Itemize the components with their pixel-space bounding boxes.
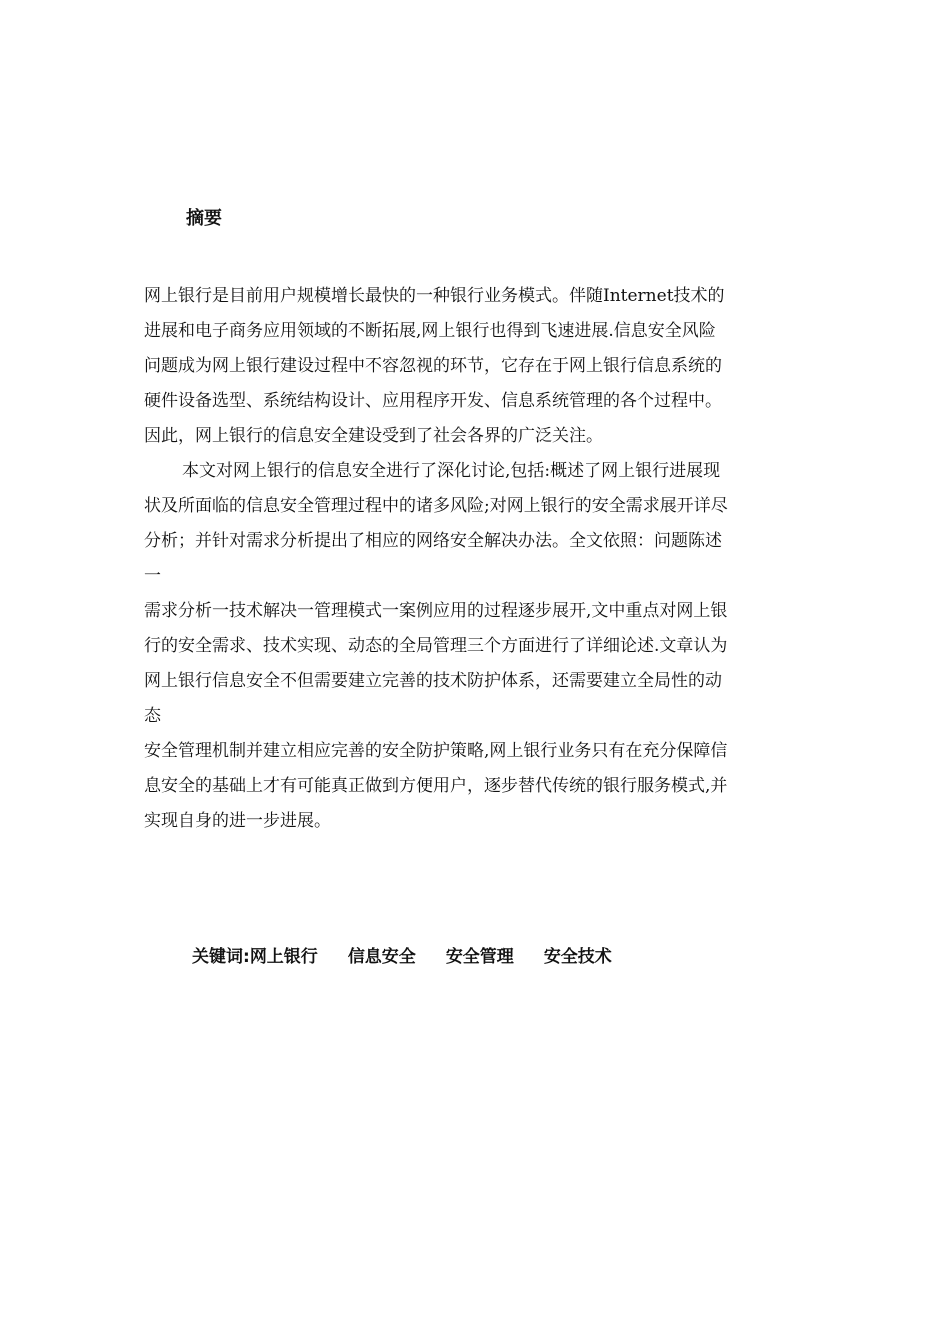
text-line: 安全管理机制并建立相应完善的安全防护策略,网上银行业务只有在充分保障信 (144, 741, 728, 761)
abstract-paragraph-2 (144, 454, 814, 839)
keyword-item: 安全技术 (543, 947, 612, 967)
text-line: 行的安全需求、技术实现、动态的全局管理三个方面进行了详细论述.文章认为 (144, 636, 728, 656)
text-line: 一 (144, 566, 161, 586)
text-line: 实现自身的进一步进展。 (144, 811, 331, 831)
abstract-paragraph-1 (144, 279, 814, 454)
text-line: 进展和电子商务应用领域的不断拓展,网上银行也得到飞速进展.信息安全风险 (144, 321, 716, 341)
text-line: 息安全的基础上才有可能真正做到方便用户，逐步替代传统的银行服务模式,并 (144, 776, 728, 796)
text-line: 因此，网上银行的信息安全建设受到了社会各界的广泛关注。 (144, 426, 603, 446)
keyword-item: 网上银行 (249, 947, 318, 967)
text-line: 硬件设备选型、系统结构设计、应用程序开发、信息系统管理的各个过程中。 (144, 391, 722, 411)
keyword-item: 安全管理 (445, 947, 514, 967)
text-line: 分析；并针对需求分析提出了相应的网络安全解决办法。全文依照：问题陈述 (144, 531, 722, 551)
text-line: 网上银行信息安全不但需要建立完善的技术防护体系，还需要建立全局性的动 (144, 671, 722, 691)
keywords-label: 关键词: (192, 947, 250, 967)
text-line: 状及所面临的信息安全管理过程中的诸多风险;对网上银行的安全需求展开详尽 (144, 496, 728, 516)
text-line: 本文对网上银行的信息安全进行了深化讨论,包括:概述了网上银行进展现 (182, 461, 721, 481)
text-line: 态 (144, 706, 161, 726)
text-line: 需求分析一技术解决一管理模式一案例应用的过程逐步展开,文中重点对网上银 (144, 601, 728, 621)
abstract-heading: 摘要 (186, 208, 222, 229)
keywords-line (192, 943, 612, 971)
text-line: 问题成为网上银行建设过程中不容忽视的环节，它存在于网上银行信息系统的 (144, 356, 722, 376)
keyword-item: 信息安全 (347, 947, 416, 967)
text-line: 网上银行是目前用户规模增长最快的一种银行业务模式。伴随Internet技术的 (144, 286, 725, 306)
